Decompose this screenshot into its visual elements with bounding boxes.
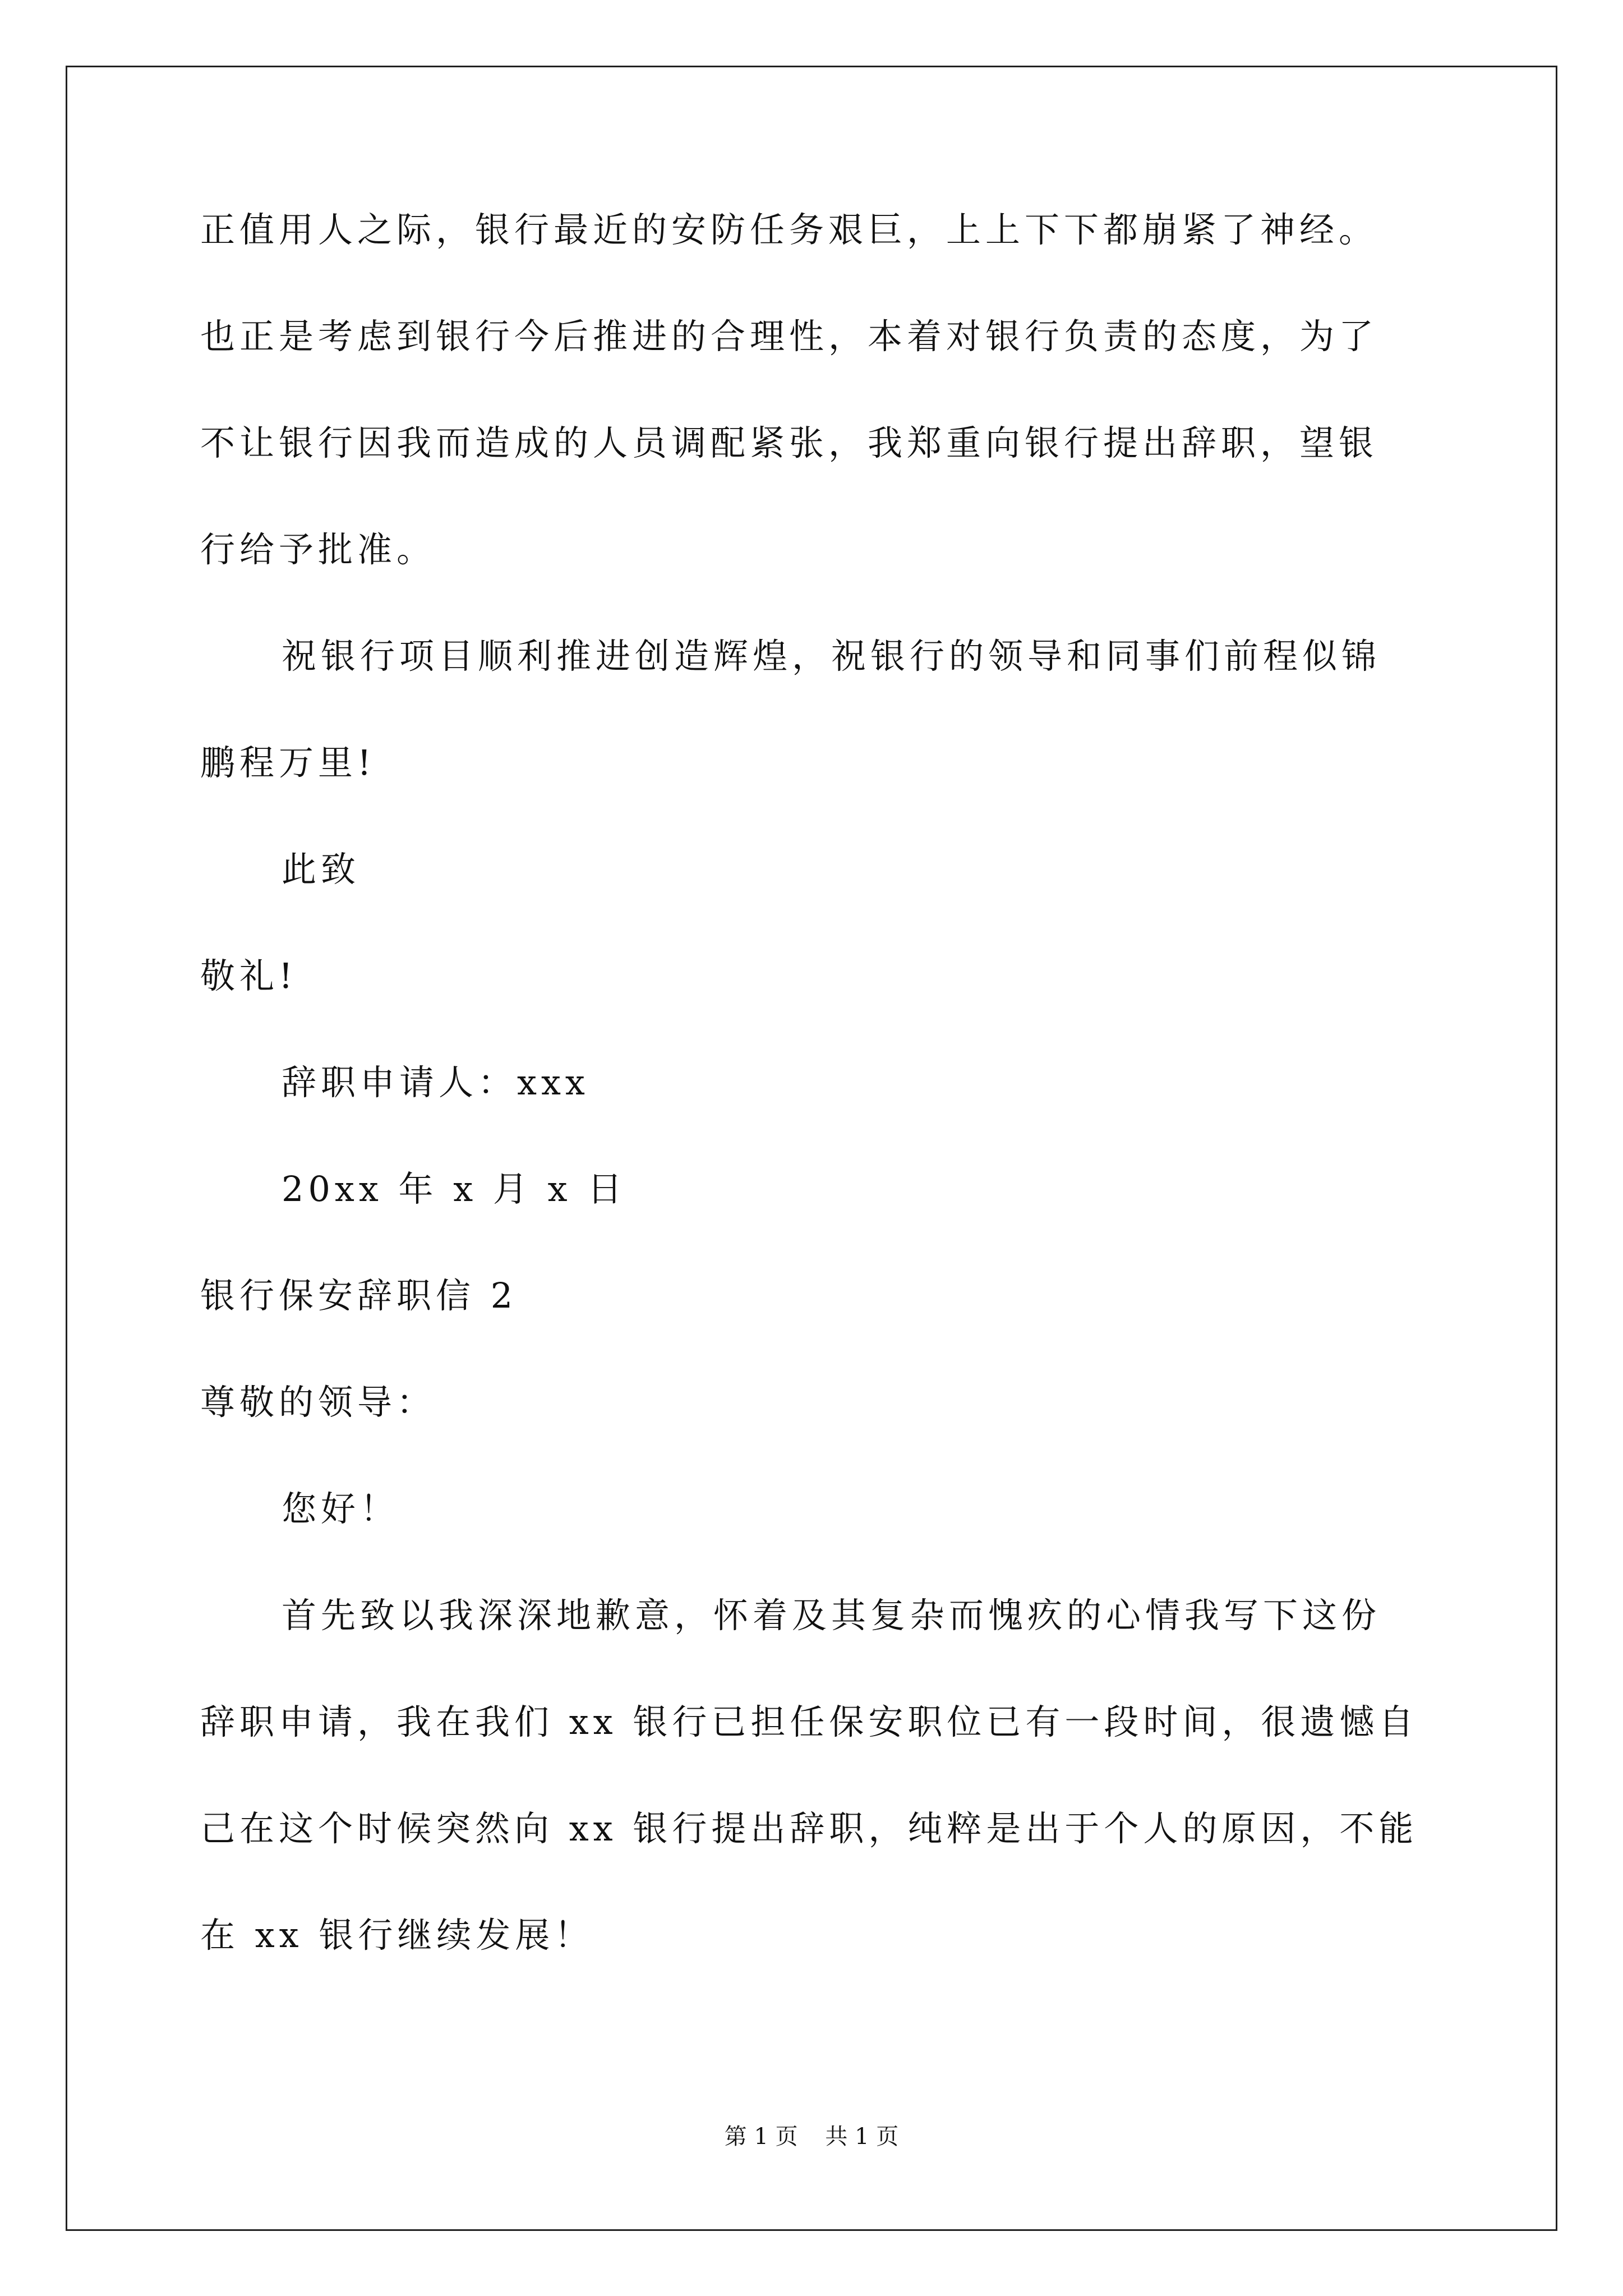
paragraph-line: 不让银行因我而造成的人员调配紧张，我郑重向银行提出辞职，望银: [200, 422, 1378, 463]
salutation: 尊敬的领导：: [200, 1382, 436, 1423]
paragraph-line: 行给予批准。: [200, 529, 436, 570]
date-line: 20xx 年 x 月 x 日: [282, 1168, 627, 1209]
paragraph-line: 也正是考虑到银行今后推进的合理性，本着对银行负责的态度，为了: [200, 316, 1378, 357]
paragraph-line: 祝银行项目顺利推进创造辉煌，祝银行的领导和同事们前程似锦: [282, 636, 1381, 677]
page-border: [66, 66, 1557, 2231]
paragraph-line: 首先致以我深深地歉意，怀着及其复杂而愧疚的心情我写下这份: [282, 1595, 1381, 1636]
closing-line: 敬礼!: [200, 955, 297, 996]
paragraph-line: 己在这个时候突然向 xx 银行提出辞职，纯粹是出于个人的原因，不能: [200, 1808, 1418, 1849]
page-number-total: 共 1 页: [825, 2124, 899, 2150]
letter-title: 银行保安辞职信 2: [200, 1275, 518, 1316]
page-footer: [0, 2123, 1623, 2151]
signature-line: 辞职申请人：xxx: [282, 1062, 589, 1103]
paragraph-line: 在 xx 银行继续发展！: [200, 1915, 594, 1955]
paragraph-line: 正值用人之际，银行最近的安防任务艰巨，上上下下都崩紧了神经。: [200, 209, 1378, 250]
closing-line: 此致: [282, 849, 361, 890]
greeting: 您好！: [282, 1488, 400, 1529]
page-number-current: 第 1 页: [724, 2124, 798, 2150]
paragraph-line: 鹏程万里!: [200, 742, 376, 783]
paragraph-line: 辞职申请，我在我们 xx 银行已担任保安职位已有一段时间，很遗憾自: [200, 1701, 1418, 1742]
